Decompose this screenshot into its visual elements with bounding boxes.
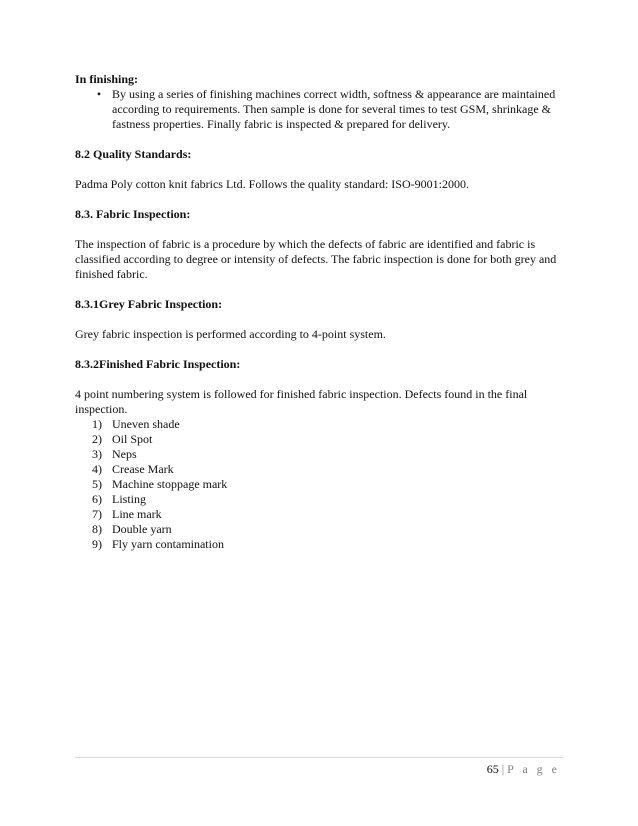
defect-item: 3) Neps <box>92 447 137 461</box>
defect-item: 2) Oil Spot <box>92 432 153 446</box>
finished-inspection-heading: 8.3.2Finished Fabric Inspection: <box>75 357 241 371</box>
grey-inspection-text: Grey fabric inspection is performed according to 4-point system. <box>75 327 386 341</box>
quality-standards-heading: 8.2 Quality Standards: <box>75 147 192 161</box>
quality-standards-text: Padma Poly cotton knit fabrics Ltd. Follows the quality standard: ISO-9001:2000. <box>75 177 469 191</box>
defect-item: 7) Line mark <box>92 507 162 521</box>
defect-item: 4) Crease Mark <box>92 462 174 476</box>
footer-divider <box>75 757 563 758</box>
fabric-inspection-text: The inspection of fabric is a procedure by which the defects of fabric are identified and fabric is classified according to degree or intensity of defects. The fabric inspection is done for both grey and finished fabric. <box>75 237 557 281</box>
page-number: 65 <box>486 762 499 776</box>
defect-item: 8) Double yarn <box>92 522 172 536</box>
finished-inspection-text: 4 point numbering system is followed for finished fabric inspection. Defects found in the final inspection. <box>75 387 528 416</box>
defect-item: 5) Machine stoppage mark <box>92 477 228 491</box>
defect-item: 6) Listing <box>92 492 147 506</box>
finishing-bullet-item <box>75 87 563 132</box>
finishing-bullet-text: By using a series of finishing machines correct width, softness & appearance are maintained according to requirements. Then sample is done for several times to test GSM, shrinkage & fastness properties. Finally fabric is inspected & prepared for delivery. <box>112 87 556 131</box>
bullet-dot-icon: • <box>96 87 102 101</box>
finishing-heading: In finishing: <box>75 72 139 86</box>
fabric-inspection-heading: 8.3. Fabric Inspection: <box>75 207 191 221</box>
defects-list <box>75 417 563 552</box>
page-footer <box>487 762 560 777</box>
defect-item: 1) Uneven shade <box>92 417 180 431</box>
page-word: P a g e <box>507 762 560 776</box>
footer-separator: | <box>501 762 505 776</box>
grey-inspection-heading: 8.3.1Grey Fabric Inspection: <box>75 297 223 311</box>
page-body <box>75 72 563 552</box>
defect-item: 9) Fly yarn contamination <box>92 537 224 551</box>
